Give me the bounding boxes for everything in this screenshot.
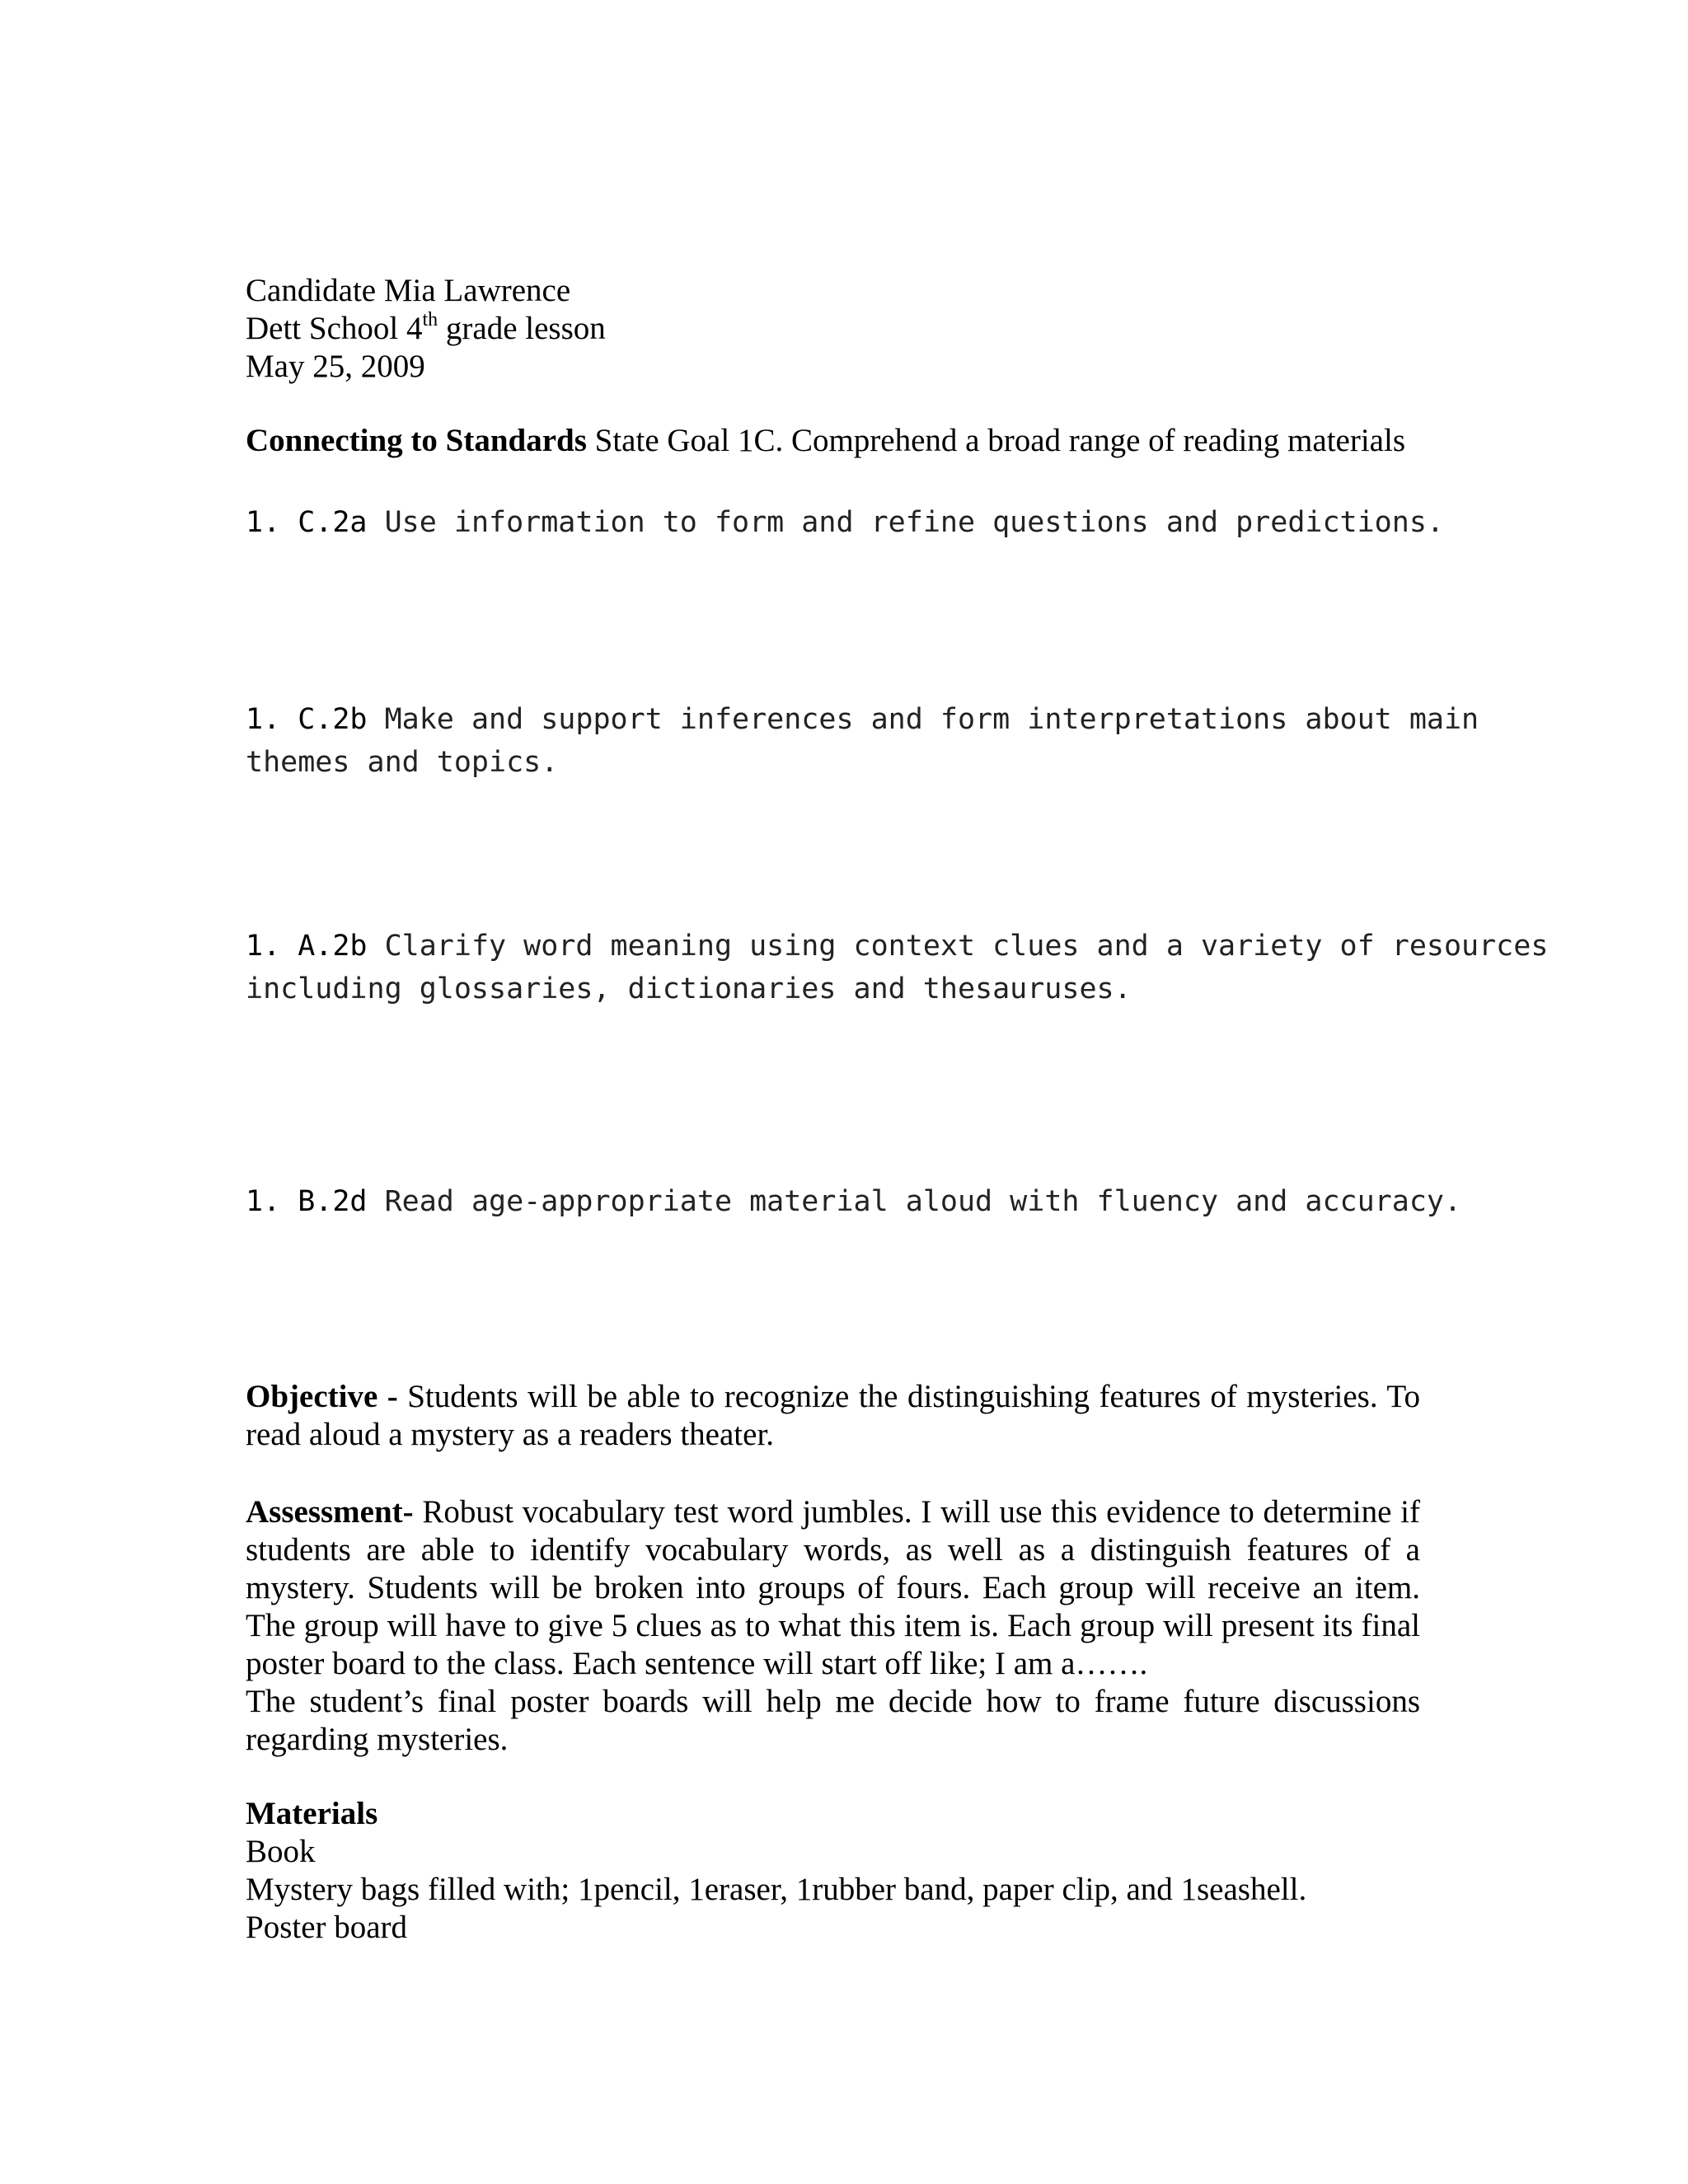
school-line: Dett School 4th grade lesson — [246, 309, 606, 346]
materials-section — [246, 1795, 1581, 1947]
standard-item — [246, 1180, 1581, 1223]
candidate-name: Candidate Mia Lawrence — [246, 273, 571, 308]
standard-text: Read age-appropriate material aloud with fluency and accuracy. — [367, 1185, 1462, 1218]
assessment-text: Robust vocabulary test word jumbles. I will use this evidence to determine if students are able to identify vocabulary words, as well as a distinguish features of a mystery. Students will be broken into groups of fours. Each group will receive an item. The group will have to give 5 clues as to what this item is. Each group will present its final poster board to the class. Each sentence will start off like; I am a……. — [246, 1494, 1420, 1681]
standard-code: 1. B.2d — [246, 1185, 368, 1218]
objective-text: Students will be able to recognize the distinguishing features of mysteries. To read aloud a mystery as a readers theater. — [246, 1379, 1420, 1452]
standard-item — [246, 698, 1581, 784]
standards-heading-line — [246, 422, 1581, 460]
materials-heading: Materials — [246, 1796, 378, 1831]
document-header — [246, 272, 1581, 386]
list-item: Book — [246, 1834, 316, 1869]
state-goal: State Goal 1C. Comprehend a broad range of reading materials — [586, 423, 1405, 458]
standard-item — [246, 925, 1581, 1010]
list-item: Mystery bags filled with; 1pencil, 1eraser, 1rubber band, paper clip, and 1seashell. — [246, 1872, 1307, 1907]
standard-text: Make and support inferences and form interpretations about main themes and topics. — [246, 703, 1479, 779]
standard-text: Use information to form and refine questions and predictions. — [367, 506, 1444, 539]
objective-heading: Objective - — [246, 1379, 398, 1414]
standard-code: 1. A.2b — [246, 930, 368, 963]
standard-text: Clarify word meaning using context clues and a variety of resources including glossaries, dictionaries and thesauruses. — [246, 930, 1549, 1005]
objective-section — [246, 1378, 1420, 1454]
standards-heading: Connecting to Standards — [246, 423, 587, 458]
standard-item — [246, 501, 1581, 544]
assessment-text-2: The student’s final poster boards will help me decide how to frame future discussions regarding mysteries. — [246, 1684, 1420, 1757]
standard-code: 1. C.2b — [246, 703, 368, 736]
assessment-heading: Assessment- — [246, 1494, 414, 1530]
list-item: Poster board — [246, 1910, 408, 1945]
lesson-date: May 25, 2009 — [246, 349, 425, 384]
assessment-section — [246, 1493, 1420, 1759]
standard-code: 1. C.2a — [246, 506, 368, 539]
